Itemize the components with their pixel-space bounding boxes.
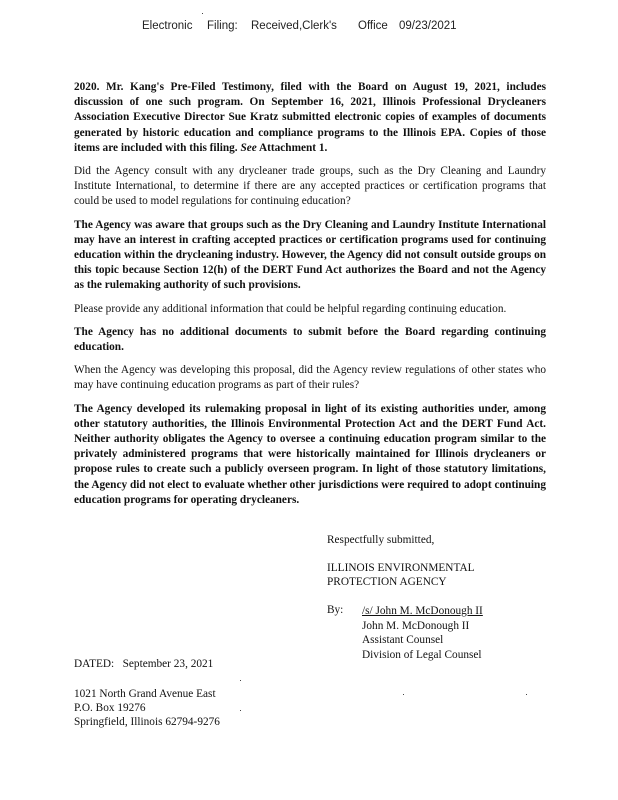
header-office: Office xyxy=(358,20,388,32)
address-city: Springfield, Illinois 62794-9276 xyxy=(74,716,220,728)
signature-block xyxy=(362,604,505,662)
by-label: By: xyxy=(327,604,344,616)
paragraph-prefiled-testimony: 2020. Mr. Kang's Pre-Filed Testimony, filed with the Board on August 19, 2021, includes discussion of one such program. On September 16, 2021, Illinois Professional Drycleaners Association Executive Director Sue Kratz submitted electronic copies of examples of documents generated by historic education and compliance programs to the Illinois EPA. Copies of those items are included with this filing. See Attachment 1. xyxy=(74,81,546,154)
answer-additional-info: The Agency has no additional documents to submit before the Board regarding continuing education. xyxy=(74,325,546,354)
closing-text: Respectfully submitted, xyxy=(327,534,435,546)
scan-speck xyxy=(240,680,241,681)
header-electronic: Electronic xyxy=(142,20,193,32)
header-date: 09/23/2021 xyxy=(399,20,457,32)
signer-division: Division of Legal Counsel xyxy=(362,648,482,661)
header-filing: Filing: xyxy=(207,20,238,32)
question-trade-groups: Did the Agency consult with any drycleaner trade groups, such as the Dry Cleaning and Laundry Institute International, to determine if there are any accepted practices or certification programs that could be used to model regulations for continuing education? xyxy=(74,165,546,208)
mailing-address xyxy=(74,687,220,729)
agency-name-line1: ILLINOIS ENVIRONMENTAL xyxy=(327,562,475,574)
header-speck xyxy=(202,13,203,14)
signer-name: John M. McDonough II xyxy=(362,619,470,632)
question-other-states: When the Agency was developing this proposal, did the Agency review regulations of other states who may have continuing education programs as part of their rules? xyxy=(74,364,546,392)
document-body xyxy=(74,80,546,516)
signer-title: Assistant Counsel xyxy=(362,634,444,646)
scan-speck xyxy=(526,694,527,695)
scan-speck xyxy=(403,694,404,695)
signature-closing xyxy=(327,533,567,589)
address-street: 1021 North Grand Avenue East xyxy=(74,688,216,700)
electronic-signature: /s/ John M. McDonough II xyxy=(362,605,483,617)
see-reference: See xyxy=(240,141,257,154)
answer-trade-groups: The Agency was aware that groups such as the Dry Cleaning and Laundry Institute International may have an interest in crafting accepted practices or certification programs used for continuing education within the drycleaning industry. However, the Agency did not consult outside groups on this topic because Section 12(h) of the DERT Fund Act authorizes the Board and not the Agency as the rulemaking authority of such provisions. xyxy=(74,218,546,292)
header-received: Received,Clerk's xyxy=(251,20,337,32)
answer-other-states: The Agency developed its rulemaking proposal in light of its existing authorities under, among other statutory authorities, the Illinois Environmental Protection Act and the DERT Fund Act. Neither authority obligates the Agency to oversee a continuing education program similar to the privately administered programs that were historically maintained for Illinois drycleaners or propose rules to create such a publicly overseen program. In light of those statutory limitations, the Agency did not elect to evaluate whether other jurisdictions were required to adopt continuing education programs for operating drycleaners. xyxy=(74,402,546,506)
address-po-box: P.O. Box 19276 xyxy=(74,702,146,714)
dated-line: DATED: September 23, 2021 xyxy=(74,658,214,670)
attachment-reference: Attachment 1. xyxy=(258,141,328,154)
agency-name-line2: PROTECTION AGENCY xyxy=(327,576,447,588)
scan-speck xyxy=(240,710,241,711)
question-additional-info: Please provide any additional information that could be helpful regarding continuing education. xyxy=(74,302,507,315)
